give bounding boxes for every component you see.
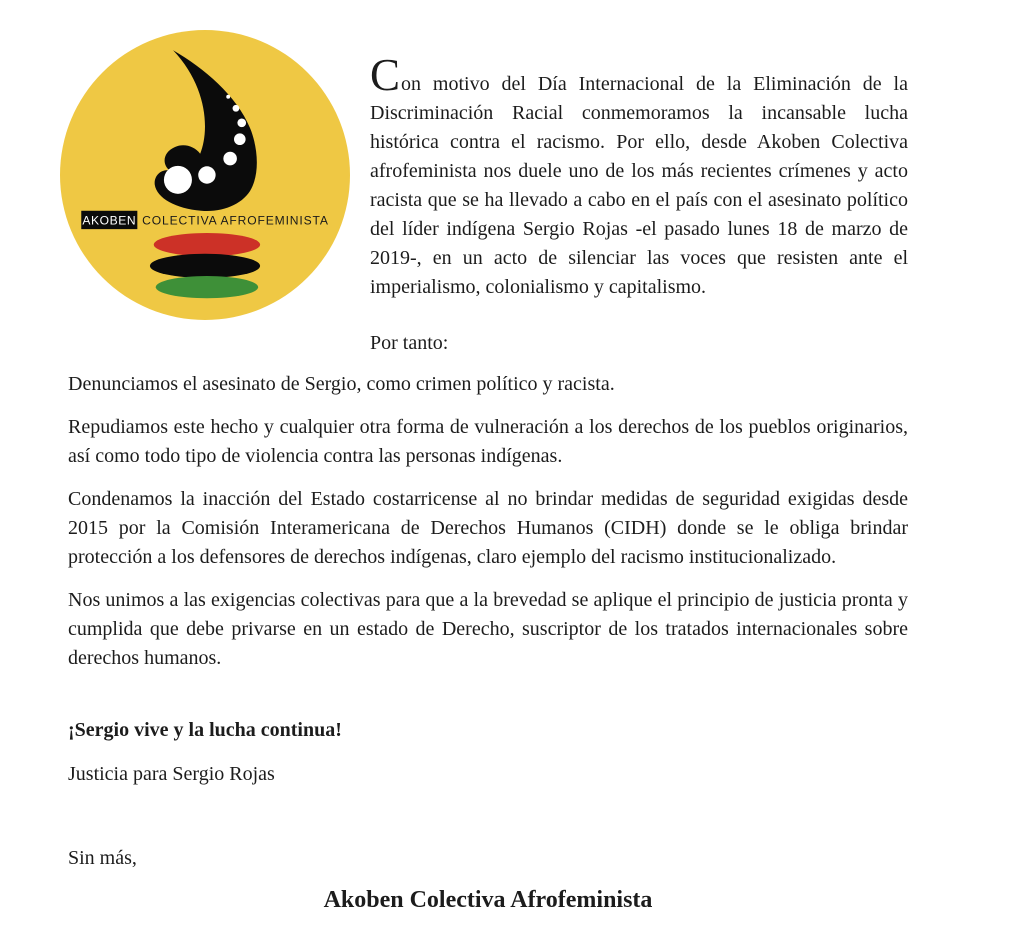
black-ellipse (150, 254, 260, 278)
slogan-line: ¡Sergio vive y la lucha continua! (68, 719, 342, 741)
intro-paragraph (370, 50, 908, 302)
akoben-logo-icon (60, 30, 350, 320)
body-section (0, 358, 1024, 916)
paragraph-denunciamos: Denunciamos el asesinato de Sergio, como crimen político y racista. (68, 373, 615, 395)
header-section (0, 0, 1024, 358)
logo-band-secondary-text: COLECTIVA AFROFEMINISTA (142, 213, 329, 228)
red-ellipse (154, 233, 260, 256)
por-tanto-line: Por tanto: (370, 332, 449, 354)
signature-line: Akoben Colectiva Afrofeminista (323, 887, 653, 913)
dropcap-letter: C (370, 50, 402, 100)
closing-line: Sin más, (68, 847, 137, 869)
paragraph-nos-unimos: Nos unimos a las exigencias colectivas para que a la brevedad se aplique el principio de justicia pronta y cumplida que debe privarse en un estado de Derecho, suscriptor de los tratados internacionales sobre derechos humanos. (68, 589, 908, 669)
paragraph-condenamos: Condenamos la inacción del Estado costarricense al no brindar medidas de seguridad exigidas desde 2015 por la Comisión Interamericana de Derechos Humanos (CIDH) donde se le obliga brindar protección a los defensores de derechos indígenas, claro ejemplo del racismo institucionalizado. (68, 488, 908, 568)
intro-column (370, 30, 908, 358)
pan-african-ellipses (150, 233, 260, 298)
akoben-logo (60, 30, 350, 320)
paragraph-repudiamos: Repudiamos este hecho y cualquier otra forma de vulneración a los derechos de los pueblos originarios, así como todo tipo de violencia contra las personas indígenas. (68, 416, 908, 467)
justice-line: Justicia para Sergio Rojas (68, 763, 275, 785)
logo-band-primary-text: AKOBEN (82, 213, 137, 228)
intro-paragraph-text: on motivo del Día Internacional de la Eliminación de la Discriminación Racial conmemoramos la incansable lucha histórica contra el racismo. Por ello, desde Akoben Colectiva afrofeminista nos duele uno de los más recientes crímenes y acto racista que se ha llevado a cabo en el país con el asesinato político del líder indígena Sergio Rojas -el pasado lunes 18 de marzo de 2019-, en un acto de silenciar las voces que resisten ante el imperialismo, colonialismo y capitalismo. (370, 73, 908, 298)
green-ellipse (156, 276, 258, 298)
